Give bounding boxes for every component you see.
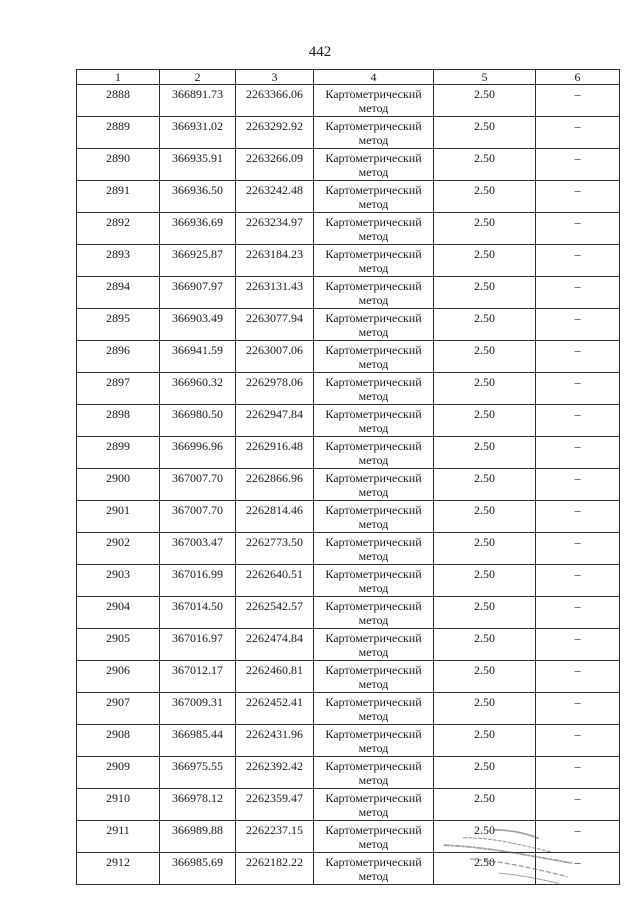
point-number-cell: 2906 [77, 661, 160, 693]
table-row [77, 277, 620, 309]
point-number-cell: 2901 [77, 501, 160, 533]
method-text-line: метод [358, 229, 389, 243]
table-row [77, 85, 620, 117]
note-cell: – [536, 565, 620, 597]
note-cell: – [536, 437, 620, 469]
table-row [77, 629, 620, 661]
method-cell [314, 149, 434, 181]
header-row [77, 70, 620, 85]
note-cell: – [536, 789, 620, 821]
point-number-cell: 2905 [77, 629, 160, 661]
accuracy-cell: 2.50 [434, 789, 536, 821]
accuracy-cell: 2.50 [434, 853, 536, 885]
accuracy-cell: 2.50 [434, 181, 536, 213]
x-coordinate-cell: 366980.50 [160, 405, 236, 437]
point-number-cell: 2895 [77, 309, 160, 341]
method-cell [314, 117, 434, 149]
method-cell [314, 821, 434, 853]
x-coordinate-cell: 367014.50 [160, 597, 236, 629]
note-cell: – [536, 629, 620, 661]
accuracy-cell: 2.50 [434, 373, 536, 405]
point-number-cell: 2907 [77, 693, 160, 725]
note-cell: – [536, 821, 620, 853]
x-coordinate-cell: 366985.69 [160, 853, 236, 885]
method-cell [314, 405, 434, 437]
x-coordinate-cell: 367012.17 [160, 661, 236, 693]
method-text-line: метод [358, 773, 389, 787]
method-text-line: метод [358, 165, 389, 179]
method-text-line: Картометрический [325, 823, 422, 837]
x-coordinate-cell: 366907.97 [160, 277, 236, 309]
accuracy-cell: 2.50 [434, 341, 536, 373]
method-cell [314, 693, 434, 725]
method-cell [314, 469, 434, 501]
table-row [77, 213, 620, 245]
table-row [77, 341, 620, 373]
point-number-cell: 2904 [77, 597, 160, 629]
accuracy-cell: 2.50 [434, 117, 536, 149]
table-row [77, 661, 620, 693]
method-text-line: метод [358, 485, 389, 499]
method-cell [314, 341, 434, 373]
x-coordinate-cell: 367016.97 [160, 629, 236, 661]
method-text-line: метод [358, 293, 389, 307]
y-coordinate-cell: 2262773.50 [236, 533, 314, 565]
x-coordinate-cell: 367007.70 [160, 501, 236, 533]
x-coordinate-cell: 366941.59 [160, 341, 236, 373]
x-coordinate-cell: 367007.70 [160, 469, 236, 501]
note-cell: – [536, 501, 620, 533]
x-coordinate-cell: 366931.02 [160, 117, 236, 149]
method-cell [314, 757, 434, 789]
method-cell [314, 277, 434, 309]
y-coordinate-cell: 2263366.06 [236, 85, 314, 117]
method-text-line: метод [358, 805, 389, 819]
table-row [77, 373, 620, 405]
y-coordinate-cell: 2263242.48 [236, 181, 314, 213]
header-cell-note: 6 [536, 70, 620, 85]
table-row [77, 117, 620, 149]
method-cell [314, 373, 434, 405]
x-coordinate-cell: 366989.88 [160, 821, 236, 853]
note-cell: – [536, 757, 620, 789]
method-text-line: Картометрический [325, 503, 422, 517]
method-text-line: Картометрический [325, 215, 422, 229]
table-row [77, 597, 620, 629]
method-cell [314, 789, 434, 821]
header-cell-point-number: 1 [77, 70, 160, 85]
table-row [77, 309, 620, 341]
method-text-line: Картометрический [325, 727, 422, 741]
note-cell: – [536, 277, 620, 309]
method-cell [314, 661, 434, 693]
method-text-line: метод [358, 325, 389, 339]
method-text-line: Картометрический [325, 567, 422, 581]
method-text-line: Картометрический [325, 375, 422, 389]
table-row [77, 789, 620, 821]
point-number-cell: 2902 [77, 533, 160, 565]
x-coordinate-cell: 367009.31 [160, 693, 236, 725]
method-text-line: метод [358, 261, 389, 275]
accuracy-cell: 2.50 [434, 597, 536, 629]
point-number-cell: 2890 [77, 149, 160, 181]
note-cell: – [536, 85, 620, 117]
accuracy-cell: 2.50 [434, 149, 536, 181]
y-coordinate-cell: 2263007.06 [236, 341, 314, 373]
method-text-line: метод [358, 709, 389, 723]
accuracy-cell: 2.50 [434, 309, 536, 341]
x-coordinate-cell: 366960.32 [160, 373, 236, 405]
accuracy-cell: 2.50 [434, 693, 536, 725]
y-coordinate-cell: 2263184.23 [236, 245, 314, 277]
note-cell: – [536, 693, 620, 725]
method-text-line: Картометрический [325, 471, 422, 485]
point-number-cell: 2909 [77, 757, 160, 789]
method-text-line: метод [358, 581, 389, 595]
note-cell: – [536, 117, 620, 149]
method-text-line: Картометрический [325, 151, 422, 165]
accuracy-cell: 2.50 [434, 437, 536, 469]
method-text-line: Картометрический [325, 311, 422, 325]
point-number-cell: 2912 [77, 853, 160, 885]
x-coordinate-cell: 367016.99 [160, 565, 236, 597]
table-row [77, 437, 620, 469]
method-cell [314, 181, 434, 213]
note-cell: – [536, 149, 620, 181]
y-coordinate-cell: 2262460.81 [236, 661, 314, 693]
y-coordinate-cell: 2262978.06 [236, 373, 314, 405]
note-cell: – [536, 533, 620, 565]
accuracy-cell: 2.50 [434, 405, 536, 437]
note-cell: – [536, 469, 620, 501]
method-cell [314, 309, 434, 341]
y-coordinate-cell: 2262866.96 [236, 469, 314, 501]
method-text-line: метод [358, 197, 389, 211]
method-text-line: Картометрический [325, 247, 422, 261]
method-text-line: Картометрический [325, 343, 422, 357]
y-coordinate-cell: 2262474.84 [236, 629, 314, 661]
point-number-cell: 2888 [77, 85, 160, 117]
point-number-cell: 2911 [77, 821, 160, 853]
accuracy-cell: 2.50 [434, 277, 536, 309]
x-coordinate-cell: 366925.87 [160, 245, 236, 277]
method-text-line: Картометрический [325, 631, 422, 645]
x-coordinate-cell: 366978.12 [160, 789, 236, 821]
method-text-line: метод [358, 837, 389, 851]
header-cell-accuracy: 5 [434, 70, 536, 85]
method-text-line: метод [358, 357, 389, 371]
point-number-cell: 2892 [77, 213, 160, 245]
method-cell [314, 245, 434, 277]
x-coordinate-cell: 366975.55 [160, 757, 236, 789]
y-coordinate-cell: 2263234.97 [236, 213, 314, 245]
y-coordinate-cell: 2262182.22 [236, 853, 314, 885]
table-row [77, 501, 620, 533]
y-coordinate-cell: 2262814.46 [236, 501, 314, 533]
point-number-cell: 2899 [77, 437, 160, 469]
note-cell: – [536, 373, 620, 405]
header-cell-x: 2 [160, 70, 236, 85]
accuracy-cell: 2.50 [434, 565, 536, 597]
method-text-line: метод [358, 133, 389, 147]
note-cell: – [536, 181, 620, 213]
y-coordinate-cell: 2262916.48 [236, 437, 314, 469]
x-coordinate-cell: 366903.49 [160, 309, 236, 341]
note-cell: – [536, 853, 620, 885]
accuracy-cell: 2.50 [434, 757, 536, 789]
accuracy-cell: 2.50 [434, 725, 536, 757]
method-cell [314, 725, 434, 757]
method-text-line: Картометрический [325, 87, 422, 101]
y-coordinate-cell: 2262452.41 [236, 693, 314, 725]
table-body [77, 85, 620, 885]
y-coordinate-cell: 2262237.15 [236, 821, 314, 853]
point-number-cell: 2897 [77, 373, 160, 405]
x-coordinate-cell: 366985.44 [160, 725, 236, 757]
accuracy-cell: 2.50 [434, 533, 536, 565]
method-text-line: Картометрический [325, 535, 422, 549]
method-text-line: Картометрический [325, 119, 422, 133]
method-text-line: метод [358, 549, 389, 563]
y-coordinate-cell: 2263266.09 [236, 149, 314, 181]
point-number-cell: 2889 [77, 117, 160, 149]
method-text-line: Картометрический [325, 407, 422, 421]
method-text-line: Картометрический [325, 855, 422, 869]
method-cell [314, 853, 434, 885]
method-text-line: метод [358, 613, 389, 627]
method-text-line: метод [358, 869, 389, 883]
method-text-line: метод [358, 741, 389, 755]
y-coordinate-cell: 2262542.57 [236, 597, 314, 629]
table-row [77, 469, 620, 501]
x-coordinate-cell: 366936.69 [160, 213, 236, 245]
point-number-cell: 2894 [77, 277, 160, 309]
table-row [77, 181, 620, 213]
method-cell [314, 629, 434, 661]
table-row [77, 405, 620, 437]
method-text-line: метод [358, 517, 389, 531]
header-cell-y: 3 [236, 70, 314, 85]
accuracy-cell: 2.50 [434, 85, 536, 117]
method-text-line: Картометрический [325, 183, 422, 197]
y-coordinate-cell: 2262640.51 [236, 565, 314, 597]
y-coordinate-cell: 2263292.92 [236, 117, 314, 149]
note-cell: – [536, 405, 620, 437]
table-row [77, 245, 620, 277]
point-number-cell: 2898 [77, 405, 160, 437]
y-coordinate-cell: 2262947.84 [236, 405, 314, 437]
method-cell [314, 533, 434, 565]
method-text-line: Картометрический [325, 599, 422, 613]
accuracy-cell: 2.50 [434, 629, 536, 661]
table-row [77, 693, 620, 725]
y-coordinate-cell: 2263077.94 [236, 309, 314, 341]
note-cell: – [536, 245, 620, 277]
x-coordinate-cell: 366936.50 [160, 181, 236, 213]
point-number-cell: 2908 [77, 725, 160, 757]
accuracy-cell: 2.50 [434, 661, 536, 693]
x-coordinate-cell: 366891.73 [160, 85, 236, 117]
note-cell: – [536, 597, 620, 629]
accuracy-cell: 2.50 [434, 501, 536, 533]
accuracy-cell: 2.50 [434, 821, 536, 853]
method-text-line: метод [358, 645, 389, 659]
y-coordinate-cell: 2262359.47 [236, 789, 314, 821]
note-cell: – [536, 213, 620, 245]
point-number-cell: 2910 [77, 789, 160, 821]
x-coordinate-cell: 366935.91 [160, 149, 236, 181]
x-coordinate-cell: 366996.96 [160, 437, 236, 469]
method-cell [314, 437, 434, 469]
method-text-line: Картометрический [325, 279, 422, 293]
method-text-line: Картометрический [325, 695, 422, 709]
page-number: 442 [308, 44, 332, 60]
method-text-line: Картометрический [325, 791, 422, 805]
note-cell: – [536, 661, 620, 693]
method-cell [314, 85, 434, 117]
note-cell: – [536, 309, 620, 341]
y-coordinate-cell: 2262392.42 [236, 757, 314, 789]
point-number-cell: 2903 [77, 565, 160, 597]
coordinates-table [76, 69, 620, 885]
method-cell [314, 565, 434, 597]
point-number-cell: 2896 [77, 341, 160, 373]
method-text-line: метод [358, 453, 389, 467]
point-number-cell: 2893 [77, 245, 160, 277]
accuracy-cell: 2.50 [434, 245, 536, 277]
table-row [77, 725, 620, 757]
method-cell [314, 597, 434, 629]
table-row [77, 533, 620, 565]
y-coordinate-cell: 2262431.96 [236, 725, 314, 757]
method-text-line: Картометрический [325, 663, 422, 677]
note-cell: – [536, 341, 620, 373]
table-row [77, 757, 620, 789]
method-text-line: Картометрический [325, 759, 422, 773]
accuracy-cell: 2.50 [434, 469, 536, 501]
method-cell [314, 213, 434, 245]
method-text-line: метод [358, 101, 389, 115]
method-text-line: метод [358, 677, 389, 691]
note-cell: – [536, 725, 620, 757]
method-text-line: метод [358, 389, 389, 403]
point-number-cell: 2900 [77, 469, 160, 501]
accuracy-cell: 2.50 [434, 213, 536, 245]
point-number-cell: 2891 [77, 181, 160, 213]
method-text-line: Картометрический [325, 439, 422, 453]
table-row [77, 565, 620, 597]
table-row [77, 149, 620, 181]
method-text-line: метод [358, 421, 389, 435]
header-cell-method: 4 [314, 70, 434, 85]
y-coordinate-cell: 2263131.43 [236, 277, 314, 309]
method-cell [314, 501, 434, 533]
x-coordinate-cell: 367003.47 [160, 533, 236, 565]
